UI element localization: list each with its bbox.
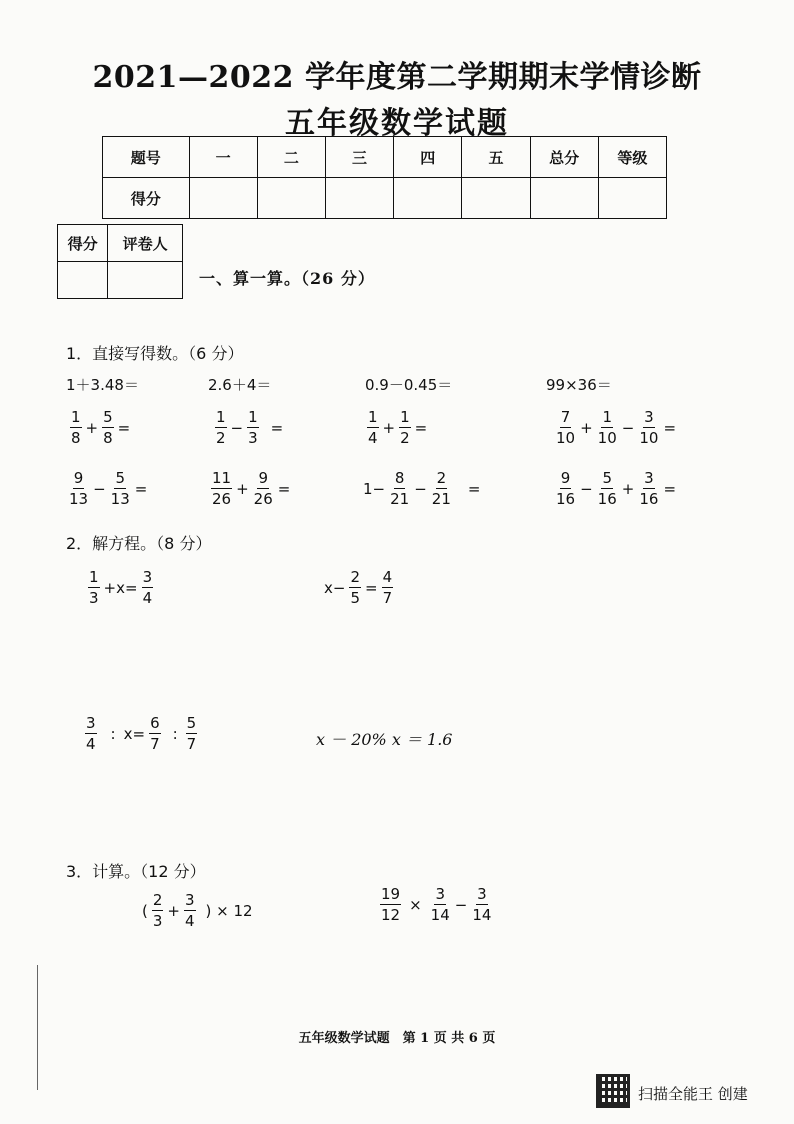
score-header-cell: 题号 bbox=[103, 137, 190, 178]
score-table-score-row bbox=[103, 178, 667, 219]
q1-title: 1．直接写得数。（6 分） bbox=[66, 344, 244, 363]
q3-expression: $\frac{19}{12}$ × $\frac{3}{14}$ − $\frac{3}{14}$ bbox=[381, 885, 492, 924]
q1-expr-fraction: $\frac{7}{10}$ + $\frac{1}{10}$ − $\frac{3}{10}$ = bbox=[556, 408, 677, 447]
score-header-cell: 总分 bbox=[530, 137, 598, 178]
q1-expr: 2.6＋4＝ bbox=[208, 376, 272, 394]
q2-title: 2．解方程。（8 分） bbox=[66, 534, 212, 553]
q2-equation: x− $\frac{2}{5}$ = $\frac{4}{7}$ bbox=[324, 568, 393, 607]
grader-table bbox=[57, 224, 183, 299]
score-blank-cell[interactable] bbox=[189, 178, 257, 219]
q1-expr-fraction: $\frac{9}{16}$ − $\frac{5}{16}$ + $\frac{3}{16}$ = bbox=[556, 469, 677, 508]
q1-expr: 0.9－0.45＝ bbox=[365, 376, 453, 394]
exam-title: 2021—2022 学年度第二学期期末学情诊断 bbox=[92, 60, 702, 95]
q1-expr-fraction: $\frac{9}{13}$ − $\frac{5}{13}$ = bbox=[69, 469, 148, 508]
q1-expr-fraction: $\frac{1}{8}$ + $\frac{5}{8}$ = bbox=[71, 408, 131, 447]
q1-expr: 99×36＝ bbox=[546, 376, 612, 394]
q2-equation: $\frac{3}{4}$ : x= $\frac{6}{7}$ : $\frac{5}{7}$ bbox=[86, 714, 197, 753]
score-blank-cell[interactable] bbox=[462, 178, 530, 219]
page-footer: 五年级数学试题 第 1 页 共 6 页 bbox=[298, 1031, 496, 1046]
score-header-cell: 四 bbox=[394, 137, 462, 178]
score-table-header-row bbox=[103, 137, 667, 178]
grader-name-blank[interactable] bbox=[108, 262, 183, 299]
score-header-cell: 一 bbox=[189, 137, 257, 178]
grader-score-label: 得分 bbox=[58, 225, 108, 262]
score-blank-cell[interactable] bbox=[257, 178, 325, 219]
q1-expr: 1＋3.48＝ bbox=[66, 376, 139, 394]
score-blank-cell[interactable] bbox=[394, 178, 462, 219]
exam-subtitle: 五年级数学试题 bbox=[285, 106, 509, 141]
q2-equation: $\frac{1}{3}$ +x= $\frac{3}{4}$ bbox=[89, 568, 153, 607]
score-row-label: 得分 bbox=[103, 178, 190, 219]
score-header-cell: 三 bbox=[325, 137, 393, 178]
score-blank-cell[interactable] bbox=[530, 178, 598, 219]
qr-code-icon bbox=[596, 1074, 630, 1108]
section-1-heading: 一、算一算。（26 分） bbox=[199, 269, 375, 288]
score-blank-cell[interactable] bbox=[598, 178, 666, 219]
q1-expr-fraction: $\frac{1}{2}$ − $\frac{1}{3}$ = bbox=[216, 408, 284, 447]
score-header-cell: 等级 bbox=[598, 137, 666, 178]
score-blank-cell[interactable] bbox=[325, 178, 393, 219]
q3-title: 3．计算。（12 分） bbox=[66, 862, 206, 881]
grader-name-label: 评卷人 bbox=[108, 225, 183, 262]
q1-expr-fraction: 1− $\frac{8}{21}$ − $\frac{2}{21}$ = bbox=[363, 469, 481, 508]
q1-expr-fraction: $\frac{1}{4}$ + $\frac{1}{2}$ = bbox=[368, 408, 428, 447]
scanner-brand: 扫描全能王 创建 bbox=[638, 1085, 748, 1103]
grader-score-blank[interactable] bbox=[58, 262, 108, 299]
q3-expression: ( $\frac{2}{3}$ + $\frac{3}{4}$ ) × 12 bbox=[142, 891, 253, 930]
score-header-cell: 二 bbox=[257, 137, 325, 178]
q2-equation-percent: x － 20% x ＝ 1.6 bbox=[316, 730, 453, 749]
score-header-cell: 五 bbox=[462, 137, 530, 178]
score-table bbox=[102, 136, 667, 219]
q1-expr-fraction: $\frac{11}{26}$ + $\frac{9}{26}$ = bbox=[212, 469, 291, 508]
